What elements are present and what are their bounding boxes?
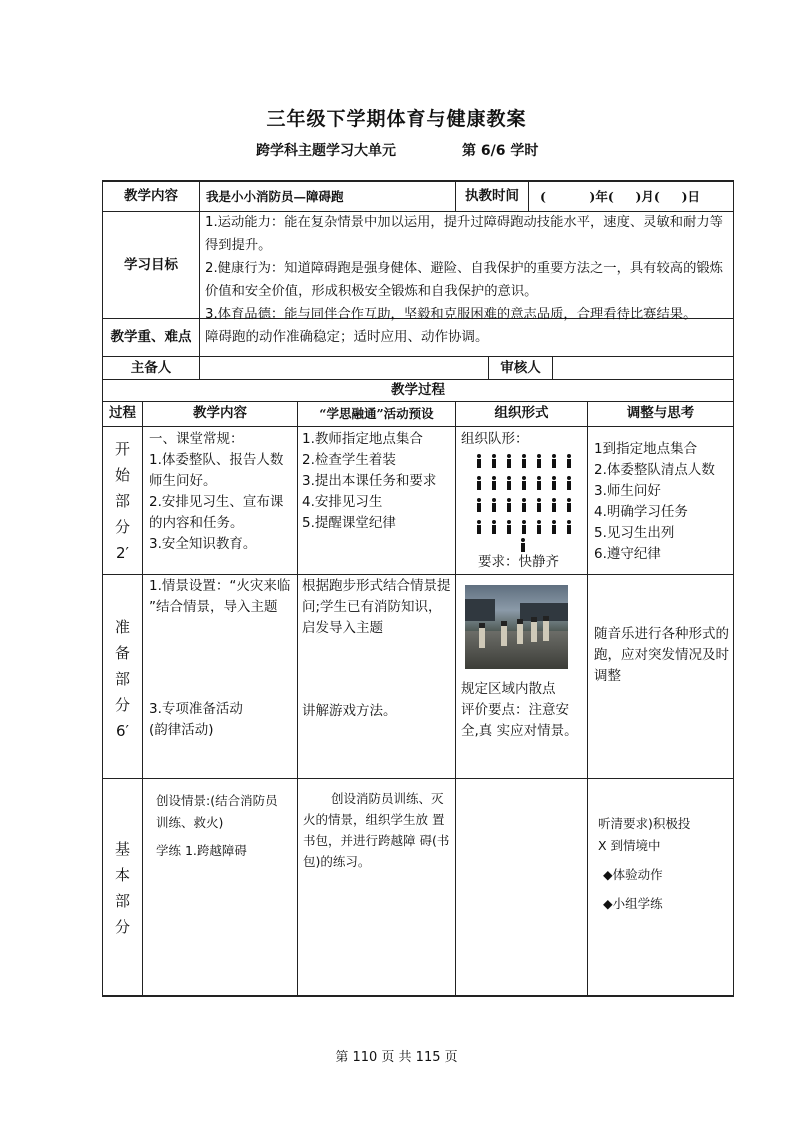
goal-character: 3.体育品德：能与同伴合作互助，坚毅和克服困难的意志品质，合理看待比赛结果。 <box>205 307 697 322</box>
phase-prep: 准 备 部 分 6′ <box>114 618 130 740</box>
goal-health: 2.健康行为：知道障碍跑是强身健体、避险、自我保护的重要方法之一，具有较高的锻炼价值和安全价值，形成积极安全锻炼和自我保护的意识。 <box>205 261 723 299</box>
formation-diagram <box>476 454 572 542</box>
main-content-practice: 学练 1.跨越障碍 <box>156 843 247 858</box>
start-org-note: 要求：快静齐 <box>478 554 559 570</box>
main-reflection-4: ◆小组学练 <box>603 896 663 911</box>
header-phase: 过程 <box>109 405 136 421</box>
prep-content-special: 3.专项准备活动 (韵律活动) <box>149 701 243 738</box>
goal-motor: 1.运动能力：能在复杂情景中加以运用，提升过障碍跑动技能水平，速度、灵敏和耐力等得到提升。 <box>205 215 723 253</box>
reviewer-label: 审核人 <box>500 360 541 376</box>
prep-org-eval: 评价要点：注意安全,真 实应对情景。 <box>461 702 578 739</box>
goals-label: 学习目标 <box>124 257 178 273</box>
prep-content-intro: 1.情景设置：“火灾来临 ”结合情景，导入主题 <box>149 578 291 615</box>
main-activity: 创设消防员训练、灭 火的情景，组织学生放 置书包，并进行跨越障 碍(书包)的练习。 <box>303 791 450 869</box>
header-content: 教学内容 <box>193 405 247 421</box>
main-reflection-1: 听清要求)积极投 <box>598 816 691 831</box>
prep-activity-game: 讲解游戏方法。 <box>302 703 397 719</box>
key-value: 障碍跑的动作准确稳定；适时应用、动作协调。 <box>205 329 489 345</box>
content-value: 我是小小消防员—障碍跑 <box>206 189 344 204</box>
key-label: 教学重、难点 <box>110 329 192 345</box>
main-content-scene: 创设情景:(结合消防员训练、救火) <box>156 793 278 830</box>
prep-activity-intro: 根据跑步形式结合情景提 问;学生已有消防知识，启发导入主题 <box>302 578 451 636</box>
prep-reflection: 随音乐进行各种形式的跑，应对突发情况及时调整 <box>594 626 729 684</box>
content-label: 教学内容 <box>124 188 178 204</box>
date-value: ( )年( )月( )日 <box>540 189 701 204</box>
start-content: 一、课堂常规： 1.体委整队、报告人数师生问好。 2.安排见习生、宣布课的内容和任务。 3.安全知识教育。 <box>149 431 284 552</box>
page-footer: 第 110 页 共 115 页 <box>335 1050 458 1065</box>
goals-list <box>205 211 731 326</box>
lesson-count: 第 6/6 学时 <box>462 143 539 159</box>
page-title: 三年级下学期体育与健康教案 <box>266 108 527 130</box>
teacher-icon <box>520 538 526 552</box>
unit-title: 跨学科主题学习大单元 <box>256 143 396 159</box>
prep-org-area: 规定区域内散点 <box>461 681 556 697</box>
header-activity: “学思融通”活动预设 <box>319 406 434 421</box>
header-reflection: 调整与思考 <box>626 405 695 421</box>
main-reflection-3: ◆体验动作 <box>603 867 663 882</box>
start-activity: 1.教师指定地点集合 2.检查学生着装 3.提出本课任务和要求 4.安排见习生 5.提醒课堂纪律 <box>302 431 437 531</box>
start-reflection: 1到指定地点集合 2.体委整队清点人数 3.师生问好 4.明确学习任务 5.见习生出列 6.遵守纪律 <box>594 441 715 562</box>
start-org-label: 组织队形： <box>461 431 529 447</box>
phase-main: 基 本 部 分 <box>114 840 130 936</box>
main-reflection-2: X 到情境中 <box>598 838 661 853</box>
phase-start: 开 始 部 分 2′ <box>114 440 130 562</box>
date-label: 执教时间 <box>465 188 519 204</box>
header-organization: 组织形式 <box>494 405 549 421</box>
preparer-label: 主备人 <box>130 360 172 376</box>
students-photo <box>465 585 568 669</box>
process-title: 教学过程 <box>391 382 445 398</box>
